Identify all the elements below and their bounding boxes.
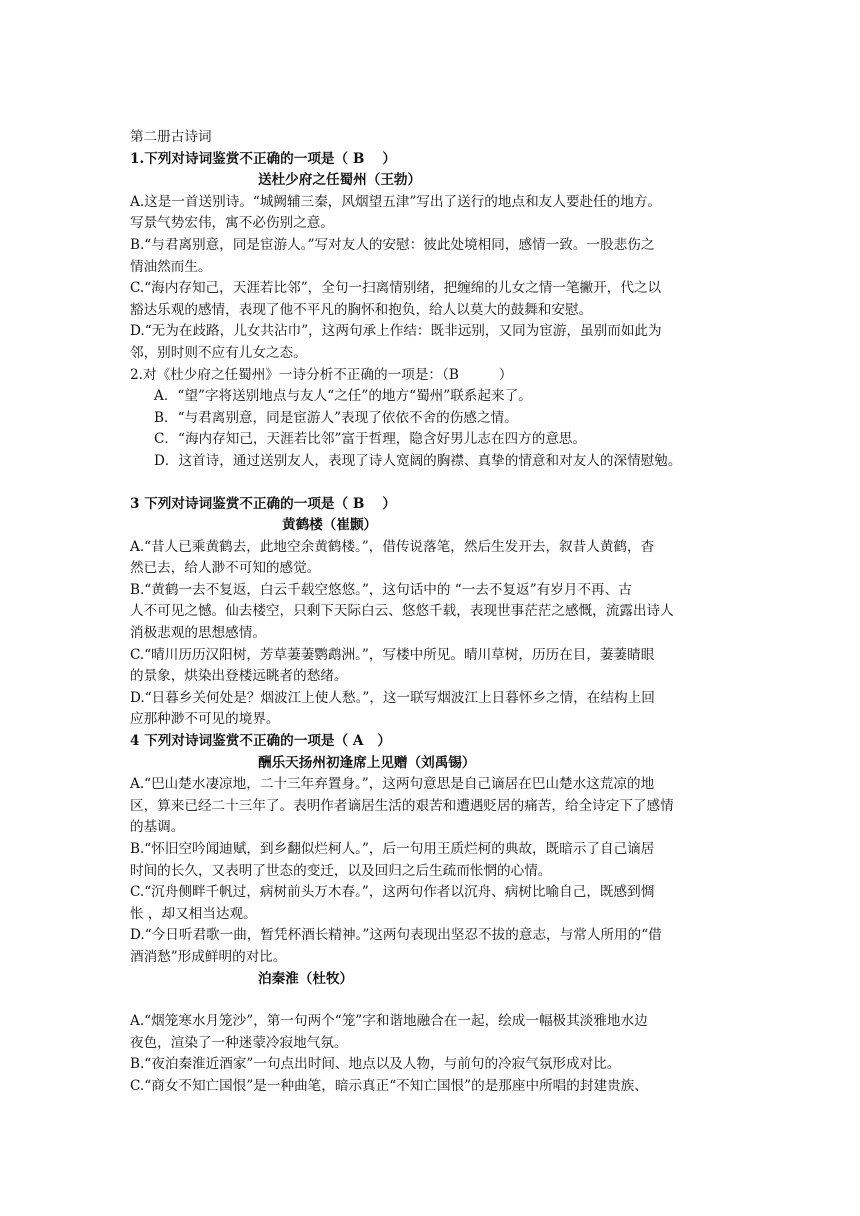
q4-line: A.“巴山楚水凄凉地，二十三年弃置身。”，这两句意思是自己谪居在巴山楚水这荒凉的地 xyxy=(130,776,655,793)
question-4-stem-b: ） xyxy=(377,733,391,750)
q3-line: 应那种渺不可见的境界。 xyxy=(130,711,280,728)
q3-line: C.“晴川历历汉阳树，芳草萋萋鹦鹉洲。”，写楼中所见。晴川草树，历历在目，萋萋睛眼 xyxy=(130,646,655,663)
question-2-stem-b: ） xyxy=(498,366,513,383)
document-heading: 第二册古诗词 xyxy=(130,129,212,145)
document-page xyxy=(130,127,732,1098)
q3-line: 的景象，烘染出登楼远眺者的愁绪。 xyxy=(130,668,348,685)
q1-line: D.“无为在歧路，儿女共沾巾”，这两句承上作结：既非远别，又同为宦游，虽别而如此为 xyxy=(130,323,662,340)
spacer xyxy=(130,473,732,494)
q5-line: 夜色，渲染了一种迷蒙冷寂地气氛。 xyxy=(130,1034,348,1051)
question-1-poem-title: 送杜少府之任蜀州（王勃） xyxy=(258,172,422,189)
q1-line: B.“与君离别意，同是宦游人。”写对友人的安慰：彼此处境相同，感情一致。一股悲伤之 xyxy=(130,236,655,253)
question-4-poem-title: 酬乐天扬州初逢席上见赠（刘禹锡） xyxy=(258,754,476,771)
q4-line: 酒消愁”形成鲜明的对比。 xyxy=(130,948,287,965)
question-1-answer: B xyxy=(352,150,365,167)
question-3-stem xyxy=(130,494,732,516)
question-3-answer: B xyxy=(352,495,365,512)
q3-line: 人不可见之憾。仙去楼空，只剩下天际白云、悠悠千载，表现世事茫茫之感慨，流露出诗人 xyxy=(130,603,674,620)
question-5-poem-title: 泊秦淮（杜牧） xyxy=(258,970,354,987)
question-3-stem-a: 3 下列对诗词鉴赏不正确的一项是（ xyxy=(130,495,349,512)
q5-line: B.“夜泊秦淮近酒家”一句点出时间、地点以及人物，与前句的冷寂气氛形成对比。 xyxy=(130,1056,621,1073)
question-1-stem-a: 1.下列对诗词鉴赏不正确的一项是（ xyxy=(130,150,349,167)
q5-line: C.“商女不知亡国恨”是一种曲笔，暗示真正“不知亡国恨”的是那座中所唱的封建贵族、 xyxy=(130,1077,648,1094)
question-2-stem-a: 2.对《杜少府之任蜀州》一诗分析不正确的一项是：（ xyxy=(130,366,449,383)
q1-line: 豁达乐观的感情，表现了他不平凡的胸怀和抱负，给人以莫大的鼓舞和安慰。 xyxy=(130,301,593,318)
question-1-stem xyxy=(130,149,732,171)
q1-line: A.这是一首送别诗。“城阙辅三秦，风烟望五津”写出了送行的地点和友人要赴任的地方。 xyxy=(130,193,662,210)
q1-line: 情油然而生。 xyxy=(130,258,212,275)
question-3-stem-b: ） xyxy=(382,495,396,512)
question-2-stem xyxy=(130,365,732,387)
question-4-answer: A xyxy=(352,733,364,750)
q4-line: 的基调。 xyxy=(130,819,185,836)
q5-line: A.“烟笼寒水月笼沙”，第一句两个“笼”字和谐地融合在一起，绘成一幅极其淡雅地水边 xyxy=(130,1013,648,1030)
q4-line: 时间的长久，又表明了世态的变迁，以及回归之后生疏而怅惘的心情。 xyxy=(130,862,552,879)
q3-line: D.“日暮乡关何处是？烟波江上使人愁。”，这一联写烟波江上日暮怀乡之情，在结构上回 xyxy=(130,689,655,706)
question-4-stem-a: 4 下列对诗词鉴赏不正确的一项是（ xyxy=(130,733,349,750)
q1-line: 写景气势宏伟，寓不必伤别之意。 xyxy=(130,215,334,232)
question-1-stem-b: ） xyxy=(382,150,396,167)
q2-option: C．“海内存知己，天涯若比邻”富于哲理，隐含好男儿志在四方的意思。 xyxy=(154,431,587,448)
question-2-answer: B xyxy=(448,366,459,383)
question-4-stem xyxy=(130,731,732,753)
q4-line: D.“今日听君歌一曲，暂凭杯酒长精神。”这两句表现出坚忍不拔的意志，与常人所用的“借 xyxy=(130,927,662,944)
question-3-poem-title: 黄鹤楼（崔颢） xyxy=(282,517,378,534)
q1-line: 邻，别时则不应有儿女之态。 xyxy=(130,344,307,361)
q3-line: 然已去，给人渺不可知的感觉。 xyxy=(130,560,321,577)
q2-option: B．“与君离别意，同是宦游人”表现了依依不舍的伤感之情。 xyxy=(154,409,518,426)
spacer xyxy=(130,990,732,1011)
q2-option: A．“望”字将送别地点与友人“之任”的地方“蜀州”联系起来了。 xyxy=(154,388,532,405)
q4-line: B.“怀旧空吟闻迪赋，到乡翻似烂柯人。”，后一句用王质烂柯的典故，既暗示了自己谪居 xyxy=(130,841,655,857)
q2-option: D．这首诗，通过送别友人，表现了诗人宽阔的胸襟、真挚的情意和对友人的深情慰勉。 xyxy=(154,452,682,469)
q3-line: 消极悲观的思想感情。 xyxy=(130,625,266,642)
q3-line: A.“昔人已乘黄鹤去，此地空余黄鹤楼。”，借传说落笔，然后生发开去，叙昔人黄鹤，杳 xyxy=(130,538,655,555)
q4-line: 区，算来已经二十三年了。表明作者谪居生活的艰苦和遭遇贬居的痛苦，给全诗定下了感情 xyxy=(130,797,674,814)
q4-line: C.“沉舟侧畔千帆过，病树前头万木春。”，这两句作者以沉舟、病树比喻自己，既感到惆 xyxy=(130,884,655,901)
q3-line: B.“黄鹤一去不复返，白云千载空悠悠。”，这句话中的 “一去不复返”有岁月不再、古 xyxy=(130,581,632,598)
q4-line: 怅 ，却又相当达观。 xyxy=(130,905,257,922)
q1-line: C.“海内存知己，天涯若比邻”，全句一扫离情别绪，把缠绵的儿女之情一笔撇开，代之以 xyxy=(130,280,662,297)
